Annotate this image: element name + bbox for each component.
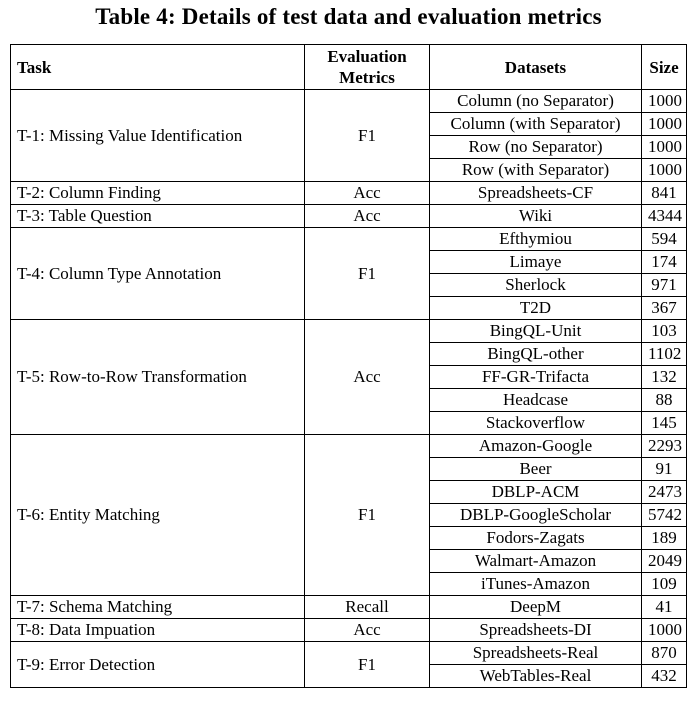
size-cell: 2293 [642,435,687,458]
header-size: Size [642,45,687,90]
size-cell: 367 [642,297,687,320]
size-cell: 91 [642,458,687,481]
dataset-cell: WebTables-Real [430,665,642,688]
task-cell: T-9: Error Detection [11,642,305,688]
table-row [11,619,687,642]
size-cell: 1000 [642,619,687,642]
size-cell: 1000 [642,136,687,159]
size-cell: 5742 [642,504,687,527]
dataset-cell: iTunes-Amazon [430,573,642,596]
metric-cell: Acc [305,619,430,642]
dataset-cell: Headcase [430,389,642,412]
table-row [11,642,687,665]
dataset-cell: Spreadsheets-DI [430,619,642,642]
dataset-cell: Spreadsheets-Real [430,642,642,665]
dataset-cell: Sherlock [430,274,642,297]
header-row [11,45,687,90]
dataset-cell: DeepM [430,596,642,619]
metric-cell: F1 [305,642,430,688]
size-cell: 2049 [642,550,687,573]
table-row [11,228,687,251]
size-cell: 189 [642,527,687,550]
dataset-cell: Stackoverflow [430,412,642,435]
task-cell: T-1: Missing Value Identification [11,90,305,182]
table-row [11,320,687,343]
metric-cell: Acc [305,205,430,228]
size-cell: 103 [642,320,687,343]
dataset-cell: DBLP-GoogleScholar [430,504,642,527]
metric-cell: F1 [305,228,430,320]
dataset-cell: Row (no Separator) [430,136,642,159]
dataset-cell: FF-GR-Trifacta [430,366,642,389]
table-row [11,596,687,619]
size-cell: 145 [642,412,687,435]
size-cell: 1102 [642,343,687,366]
header-datasets: Datasets [430,45,642,90]
table-title: Table 4: Details of test data and evaluation metrics [95,4,602,29]
metric-cell: F1 [305,435,430,596]
dataset-cell: Wiki [430,205,642,228]
dataset-cell: Row (with Separator) [430,159,642,182]
size-cell: 841 [642,182,687,205]
size-cell: 432 [642,665,687,688]
size-cell: 2473 [642,481,687,504]
dataset-cell: Walmart-Amazon [430,550,642,573]
task-cell: T-6: Entity Matching [11,435,305,596]
table-row [11,90,687,113]
header-metrics: Evaluation Metrics [305,45,430,90]
size-cell: 1000 [642,159,687,182]
size-cell: 870 [642,642,687,665]
header-task: Task [11,45,305,90]
dataset-cell: Beer [430,458,642,481]
dataset-cell: Fodors-Zagats [430,527,642,550]
metric-cell: Acc [305,320,430,435]
task-cell: T-5: Row-to-Row Transformation [11,320,305,435]
size-cell: 88 [642,389,687,412]
size-cell: 174 [642,251,687,274]
table-body [11,90,687,688]
size-cell: 1000 [642,90,687,113]
table-header [11,45,687,90]
size-cell: 971 [642,274,687,297]
size-cell: 1000 [642,113,687,136]
metric-cell: F1 [305,90,430,182]
dataset-cell: BingQL-Unit [430,320,642,343]
dataset-cell: Amazon-Google [430,435,642,458]
dataset-cell: Column (with Separator) [430,113,642,136]
table-row [11,182,687,205]
dataset-cell: DBLP-ACM [430,481,642,504]
details-table [10,44,687,688]
size-cell: 594 [642,228,687,251]
metric-cell: Recall [305,596,430,619]
dataset-cell: BingQL-other [430,343,642,366]
dataset-cell: Spreadsheets-CF [430,182,642,205]
dataset-cell: Limaye [430,251,642,274]
size-cell: 109 [642,573,687,596]
task-cell: T-7: Schema Matching [11,596,305,619]
task-cell: T-3: Table Question [11,205,305,228]
task-cell: T-4: Column Type Annotation [11,228,305,320]
dataset-cell: Efthymiou [430,228,642,251]
dataset-cell: T2D [430,297,642,320]
task-cell: T-8: Data Impuation [11,619,305,642]
table-row [11,435,687,458]
metric-cell: Acc [305,182,430,205]
table-row [11,205,687,228]
size-cell: 4344 [642,205,687,228]
task-cell: T-2: Column Finding [11,182,305,205]
dataset-cell: Column (no Separator) [430,90,642,113]
size-cell: 132 [642,366,687,389]
size-cell: 41 [642,596,687,619]
